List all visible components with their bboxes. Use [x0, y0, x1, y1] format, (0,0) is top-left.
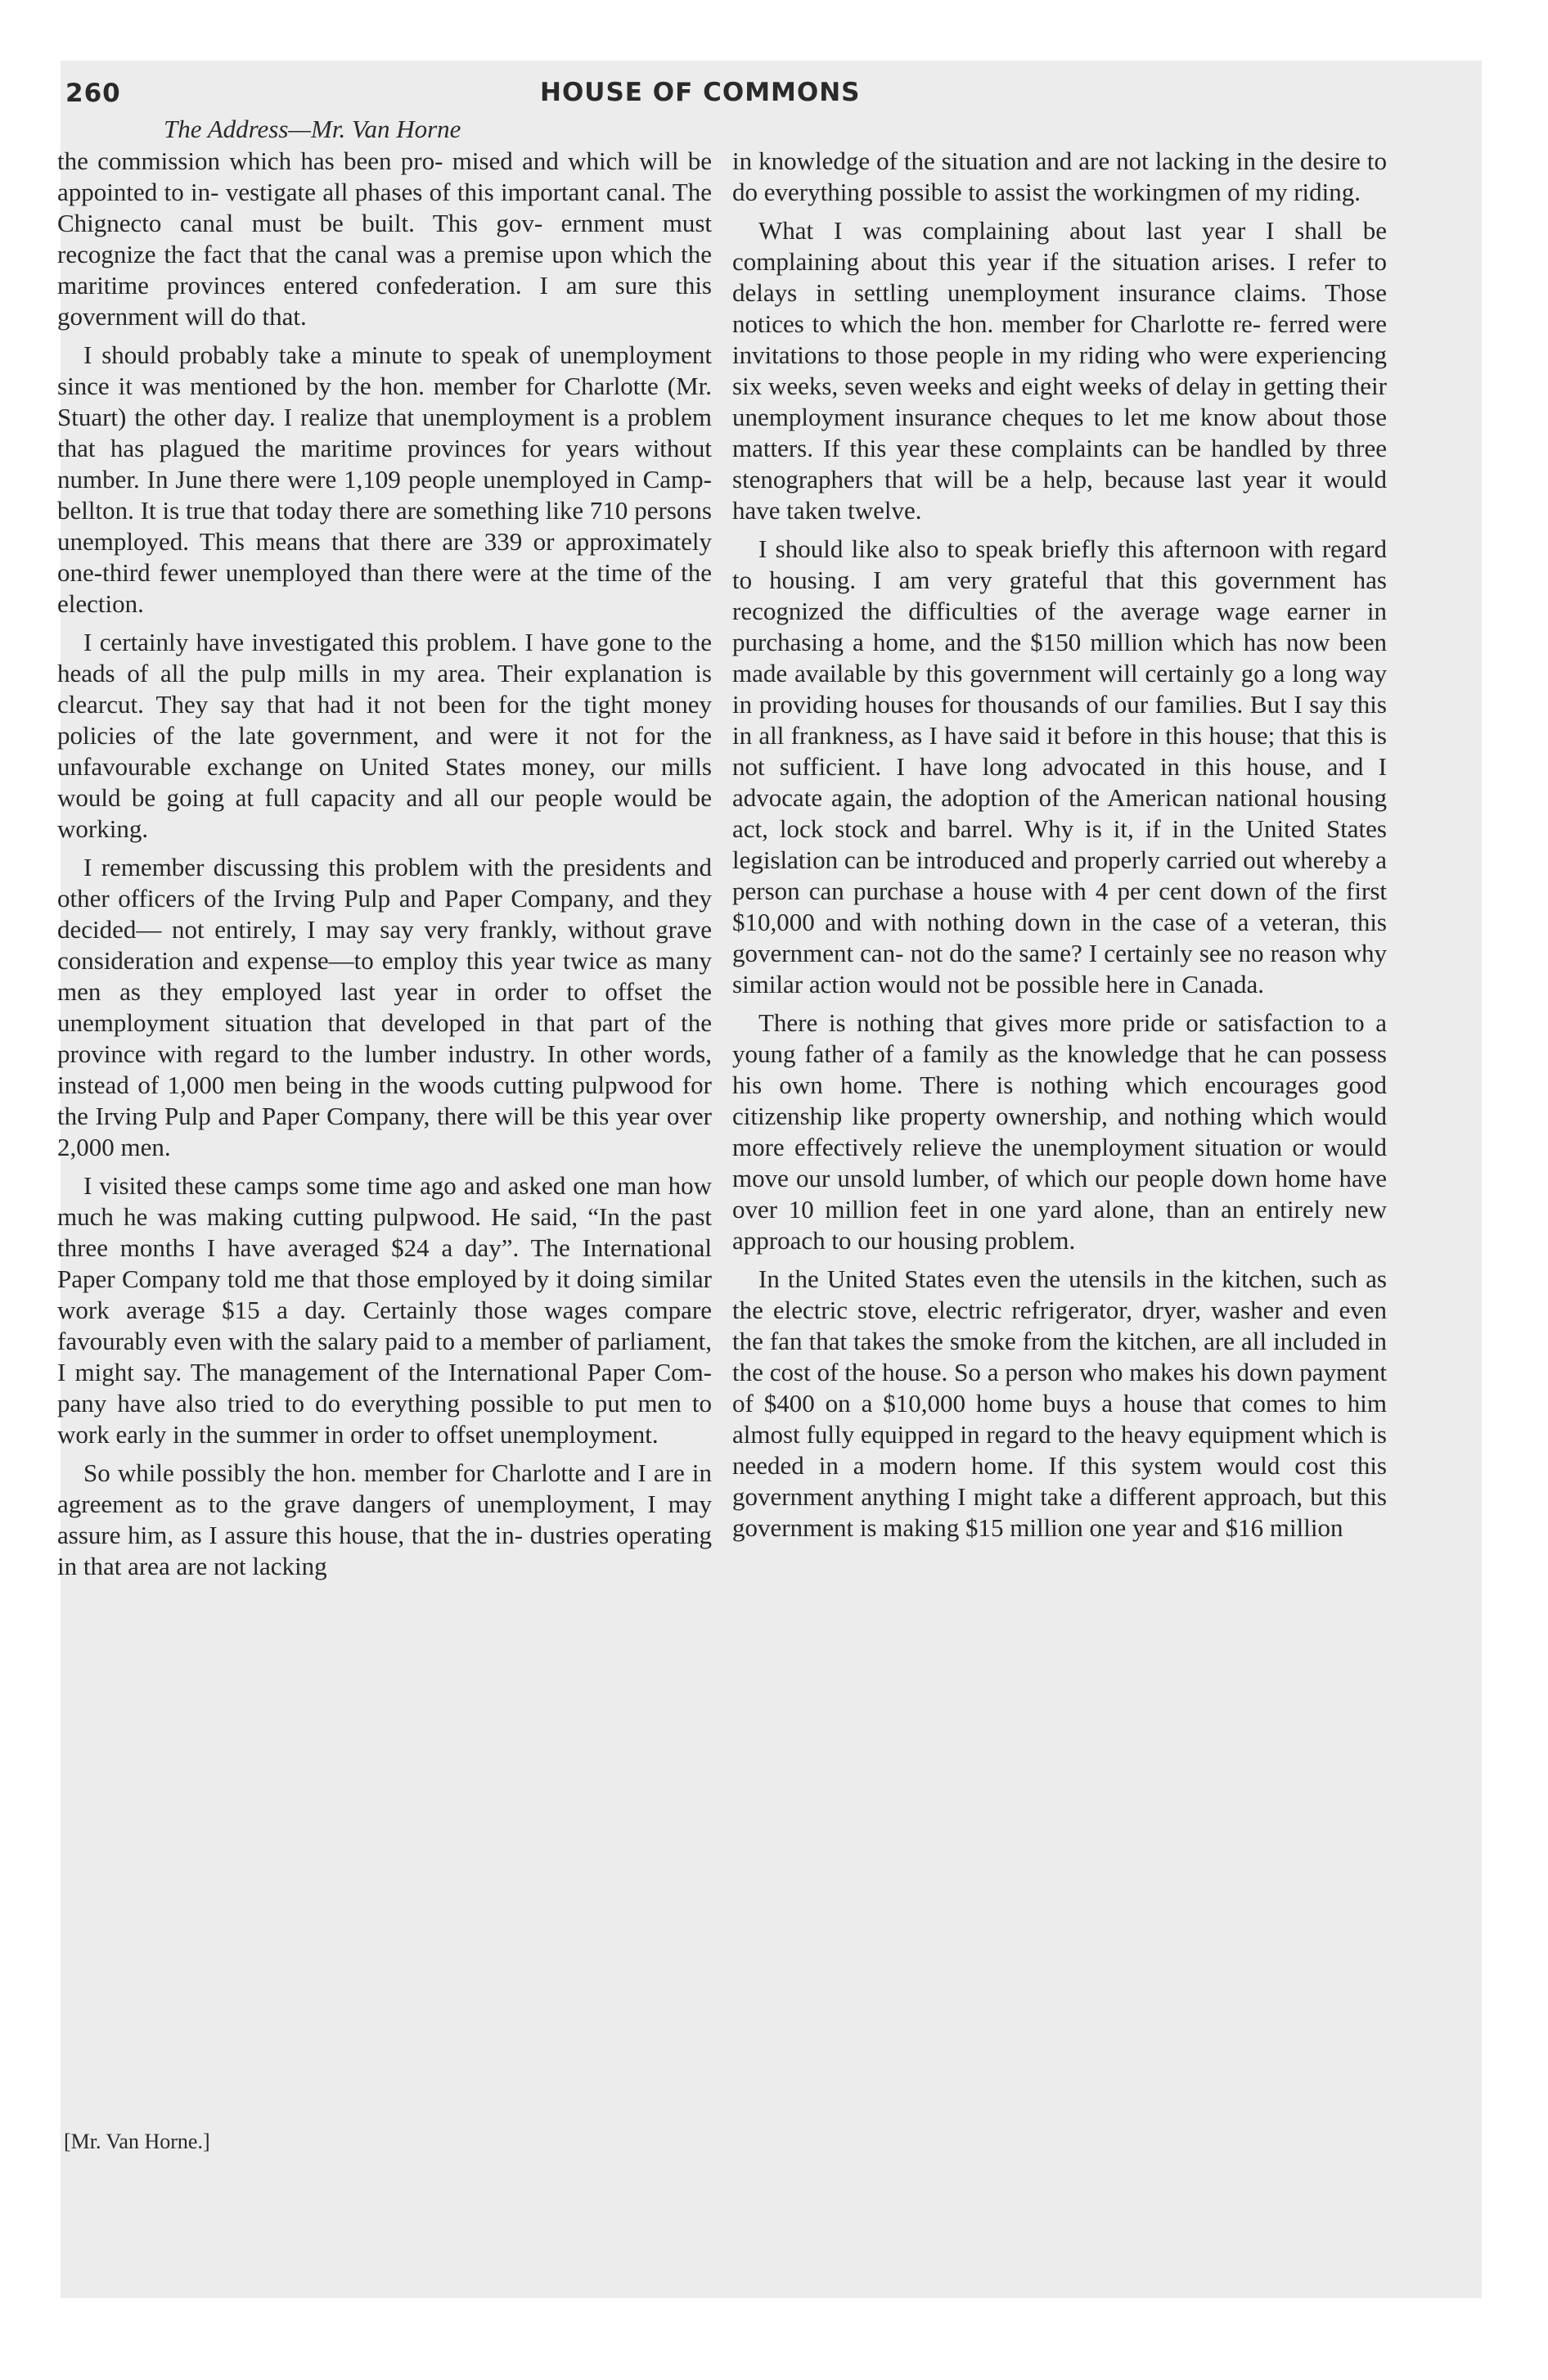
section-subtitle: The Address—Mr. Van Horne — [164, 115, 461, 143]
left-column — [57, 146, 712, 1589]
paragraph: There is nothing that gives more pride or satisfaction to a young father of a family as the knowledge that he can possess his own home. There is nothing which encourages good citizenship like property ownership, and nothing which would more effectively relieve the unemployment situation or would move our unsold lumber, of which our people down home have over 10 million feet in one yard alone, than an entirely new approach to our housing problem. — [732, 1008, 1387, 1255]
paragraph: In the United States even the utensils in the kitchen, such as the electric stove, electric refrigerator, dryer, washer and even the fan that takes the smoke from the kitchen, are all included in the cost of the house. So a person who makes his down payment of $400 on a $10,000 home buys a house that comes to him almost fully equipped in regard to the heavy equipment which is needed in a modern home. If this system would cost this government anything I might take a different approach, but this government is making $15 million one year and $16 million — [732, 1264, 1387, 1542]
page-number: 260 — [65, 79, 121, 108]
running-head: HOUSE OF COMMONS — [540, 78, 861, 107]
paragraph: I visited these camps some time ago and asked one man how much he was making cutting pulpwood. He said, “In the past three months I have averaged $24 a day”. The International Paper Company told me that those employed by it doing similar work average $15 a day. Certainly those wages compare favourably even with the salary paid to a member of parliament, I might say. The management of the International Paper Com- pany have also tried to do everything possible to put men to work early in the summer in order to offset unemployment. — [57, 1171, 712, 1449]
paragraph: in knowledge of the situation and are not lacking in the desire to do everything possible to assist the workingmen of my riding. — [732, 146, 1387, 206]
speaker-footer: [Mr. Van Horne.] — [64, 2130, 210, 2153]
paragraph: What I was complaining about last year I shall be complaining about this year if the situation arises. I refer to delays in settling unemployment insurance claims. Those notices to which the hon. member for Charlotte re- ferred were invitations to those people in my riding who were experiencing six weeks, seven weeks and eight weeks of delay in getting their unemployment insurance cheques to let me know about those matters. If this year these complaints can be handled by three stenographers that will be a help, because last year it would have taken twelve. — [732, 216, 1387, 525]
paragraph: I remember discussing this problem with the presidents and other officers of the Irving Pulp and Paper Company, and they decided— not entirely, I may say very frankly, without grave consideration and expense—to employ this year twice as many men as they employed last year in order to offset the unemployment situation that developed in that part of the province with regard to the lumber industry. In other words, instead of 1,000 men being in the woods cutting pulpwood for the Irving Pulp and Paper Company, there will be this year over 2,000 men. — [57, 853, 712, 1161]
paragraph: I should probably take a minute to speak of unemployment since it was mentioned by the hon. member for Charlotte (Mr. Stuart) the other day. I realize that unemployment is a problem that has plagued the maritime provinces for years without number. In June there were 1,109 people unemployed in Camp- bellton. It is true that today there are something like 710 persons unemployed. This means that there are 339 or approximately one-third fewer unemployed than there were at the time of the election. — [57, 340, 712, 618]
right-column — [732, 146, 1387, 1551]
paragraph: I should like also to speak briefly this afternoon with regard to housing. I am very grateful that this government has recognized the difficulties of the average wage earner in purchasing a home, and the $150 million which has now been made available by this government will certainly go a long way in providing houses for thousands of our families. But I say this in all frankness, as I have said it before in this house; that this is not sufficient. I have long advocated in this house, and I advocate again, the adoption of the American national housing act, lock stock and barrel. Why is it, if in the United States legislation can be introduced and properly carried out whereby a person can purchase a house with 4 per cent down of the first $10,000 and with nothing down in the case of a veteran, this government can- not do the same? I certainly see no reason why similar action would not be possible here in Canada. — [732, 534, 1387, 998]
paragraph: I certainly have investigated this problem. I have gone to the heads of all the pulp mills in my area. Their explanation is clearcut. They say that had it not been for the tight money policies of the late government, and were it not for the unfavourable exchange on United States money, our mills would be going at full capacity and all our people would be working. — [57, 628, 712, 843]
paragraph: So while possibly the hon. member for Charlotte and I are in agreement as to the grave dangers of unemployment, I may assure him, as I assure this house, that the in- dustries operating in that area are not lacking — [57, 1458, 712, 1580]
paragraph: the commission which has been pro- mised and which will be appointed to in- vestigate all phases of this important canal. The Chignecto canal must be built. This gov- ernment must recognize the fact that the canal was a premise upon which the maritime provinces entered confederation. I am sure this government will do that. — [57, 146, 712, 331]
